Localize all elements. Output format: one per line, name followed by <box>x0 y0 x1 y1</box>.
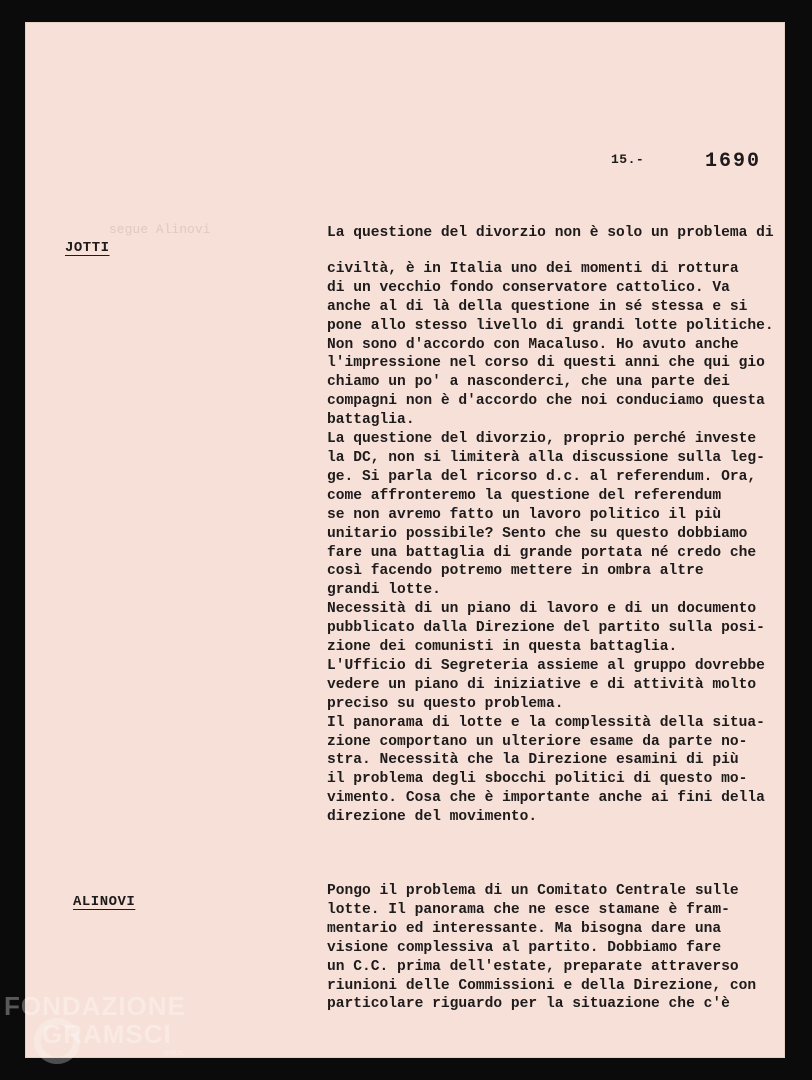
text-line: zione dei comunisti in questa battaglia. <box>327 639 678 656</box>
text-line: pone allo stesso livello di grandi lotte politiche. <box>327 317 774 334</box>
text-line: un C.C. prima dell'estate, preparate attraverso <box>327 958 739 975</box>
bleed-through-text: segue Alinovi <box>109 222 211 237</box>
speech-lines <box>327 882 756 1014</box>
text-line: La questione del divorzio non è solo un problema di <box>327 225 774 241</box>
text-line: direzione del movimento. <box>327 809 538 826</box>
text-line: L'Ufficio di Segreteria assieme al gruppo dovrebbe <box>327 657 765 674</box>
speech-lines <box>327 224 774 827</box>
text-line: vimento. Cosa che è importante anche ai fini della <box>327 790 765 807</box>
text-line: mentario ed interessante. Ma bisogna dare una <box>327 920 722 937</box>
page-number: 15.- <box>611 152 645 167</box>
text-line: particolare riguardo per la situazione che c'è <box>327 996 730 1013</box>
watermark-line-2: GRAMSCI <box>42 1019 172 1049</box>
text-line: il problema degli sbocchi politici di questo mo- <box>327 771 748 788</box>
text-line: compagni non è d'accordo che noi conduciamo questa <box>327 393 765 410</box>
text-line: visione complessiva al partito. Dobbiamo fare <box>327 939 722 956</box>
document-page <box>25 22 785 1058</box>
text-line: l'impressione nel corso di questi anni che qui gio <box>327 355 765 372</box>
text-line: di un vecchio fondo conservatore cattolico. Va <box>327 279 730 296</box>
text-line: come affronteremo la questione del referendum <box>327 487 722 504</box>
text-line: Pongo il problema di un Comitato Centrale sulle <box>327 883 739 899</box>
text-line: lotte. Il panorama che ne esce stamane è fram- <box>327 901 730 918</box>
text-line: ge. Si parla del ricorso d.c. al referendum. Ora, <box>327 468 757 485</box>
text-line: Il panorama di lotte e la complessità della situa- <box>327 714 765 731</box>
text-line: unitario possibile? Sento che su questo dobbiamo <box>327 525 748 542</box>
text-line: Necessità di un piano di lavoro e di un documento <box>327 601 757 618</box>
text-line: battaglia. <box>327 412 415 429</box>
text-line: La questione del divorzio, proprio perché investe <box>327 431 757 448</box>
text-line: se non avremo fatto un lavoro politico il più <box>327 506 722 523</box>
speaker-name-alinovi: ALINOVI <box>73 894 136 910</box>
text-line: stra. Necessità che la Direzione esamini di più <box>327 752 739 769</box>
text-line: anche al di là della questione in sé stessa e si <box>327 298 748 315</box>
speaker-name-jotti: JOTTI <box>65 240 110 256</box>
text-line: Non sono d'accordo con Macaluso. Ho avuto anche <box>327 336 739 353</box>
speech-block-alinovi <box>327 882 756 1014</box>
text-line: fare una battaglia di grande portata né credo che <box>327 544 757 561</box>
text-line: vedere un piano di iniziative e di attività molto <box>327 676 757 693</box>
speech-block-jotti <box>327 224 774 827</box>
watermark-line-1: FONDAZIONE <box>4 991 186 1021</box>
text-line: riunioni delle Commissioni e della Direzione, con <box>327 977 757 994</box>
text-line: grandi lotte. <box>327 582 441 599</box>
text-line: così facendo potremo mettere in ombra altre <box>327 563 704 580</box>
document-number: 1690 <box>705 150 762 173</box>
text-line: zione comportano un ulteriore esame da parte no- <box>327 733 748 750</box>
text-line: chiamo un po' a nasconderci, che una parte dei <box>327 374 730 391</box>
text-line: preciso su questo problema. <box>327 695 564 712</box>
text-line: civiltà, è in Italia uno dei momenti di rottura <box>327 260 739 277</box>
watermark-line-3: onlus <box>164 1048 184 1057</box>
text-line: la DC, non si limiterà alla discussione sulla leg- <box>327 449 765 466</box>
watermark-logo <box>4 992 186 1057</box>
text-line: pubblicato dalla Direzione del partito sulla posi- <box>327 620 765 637</box>
